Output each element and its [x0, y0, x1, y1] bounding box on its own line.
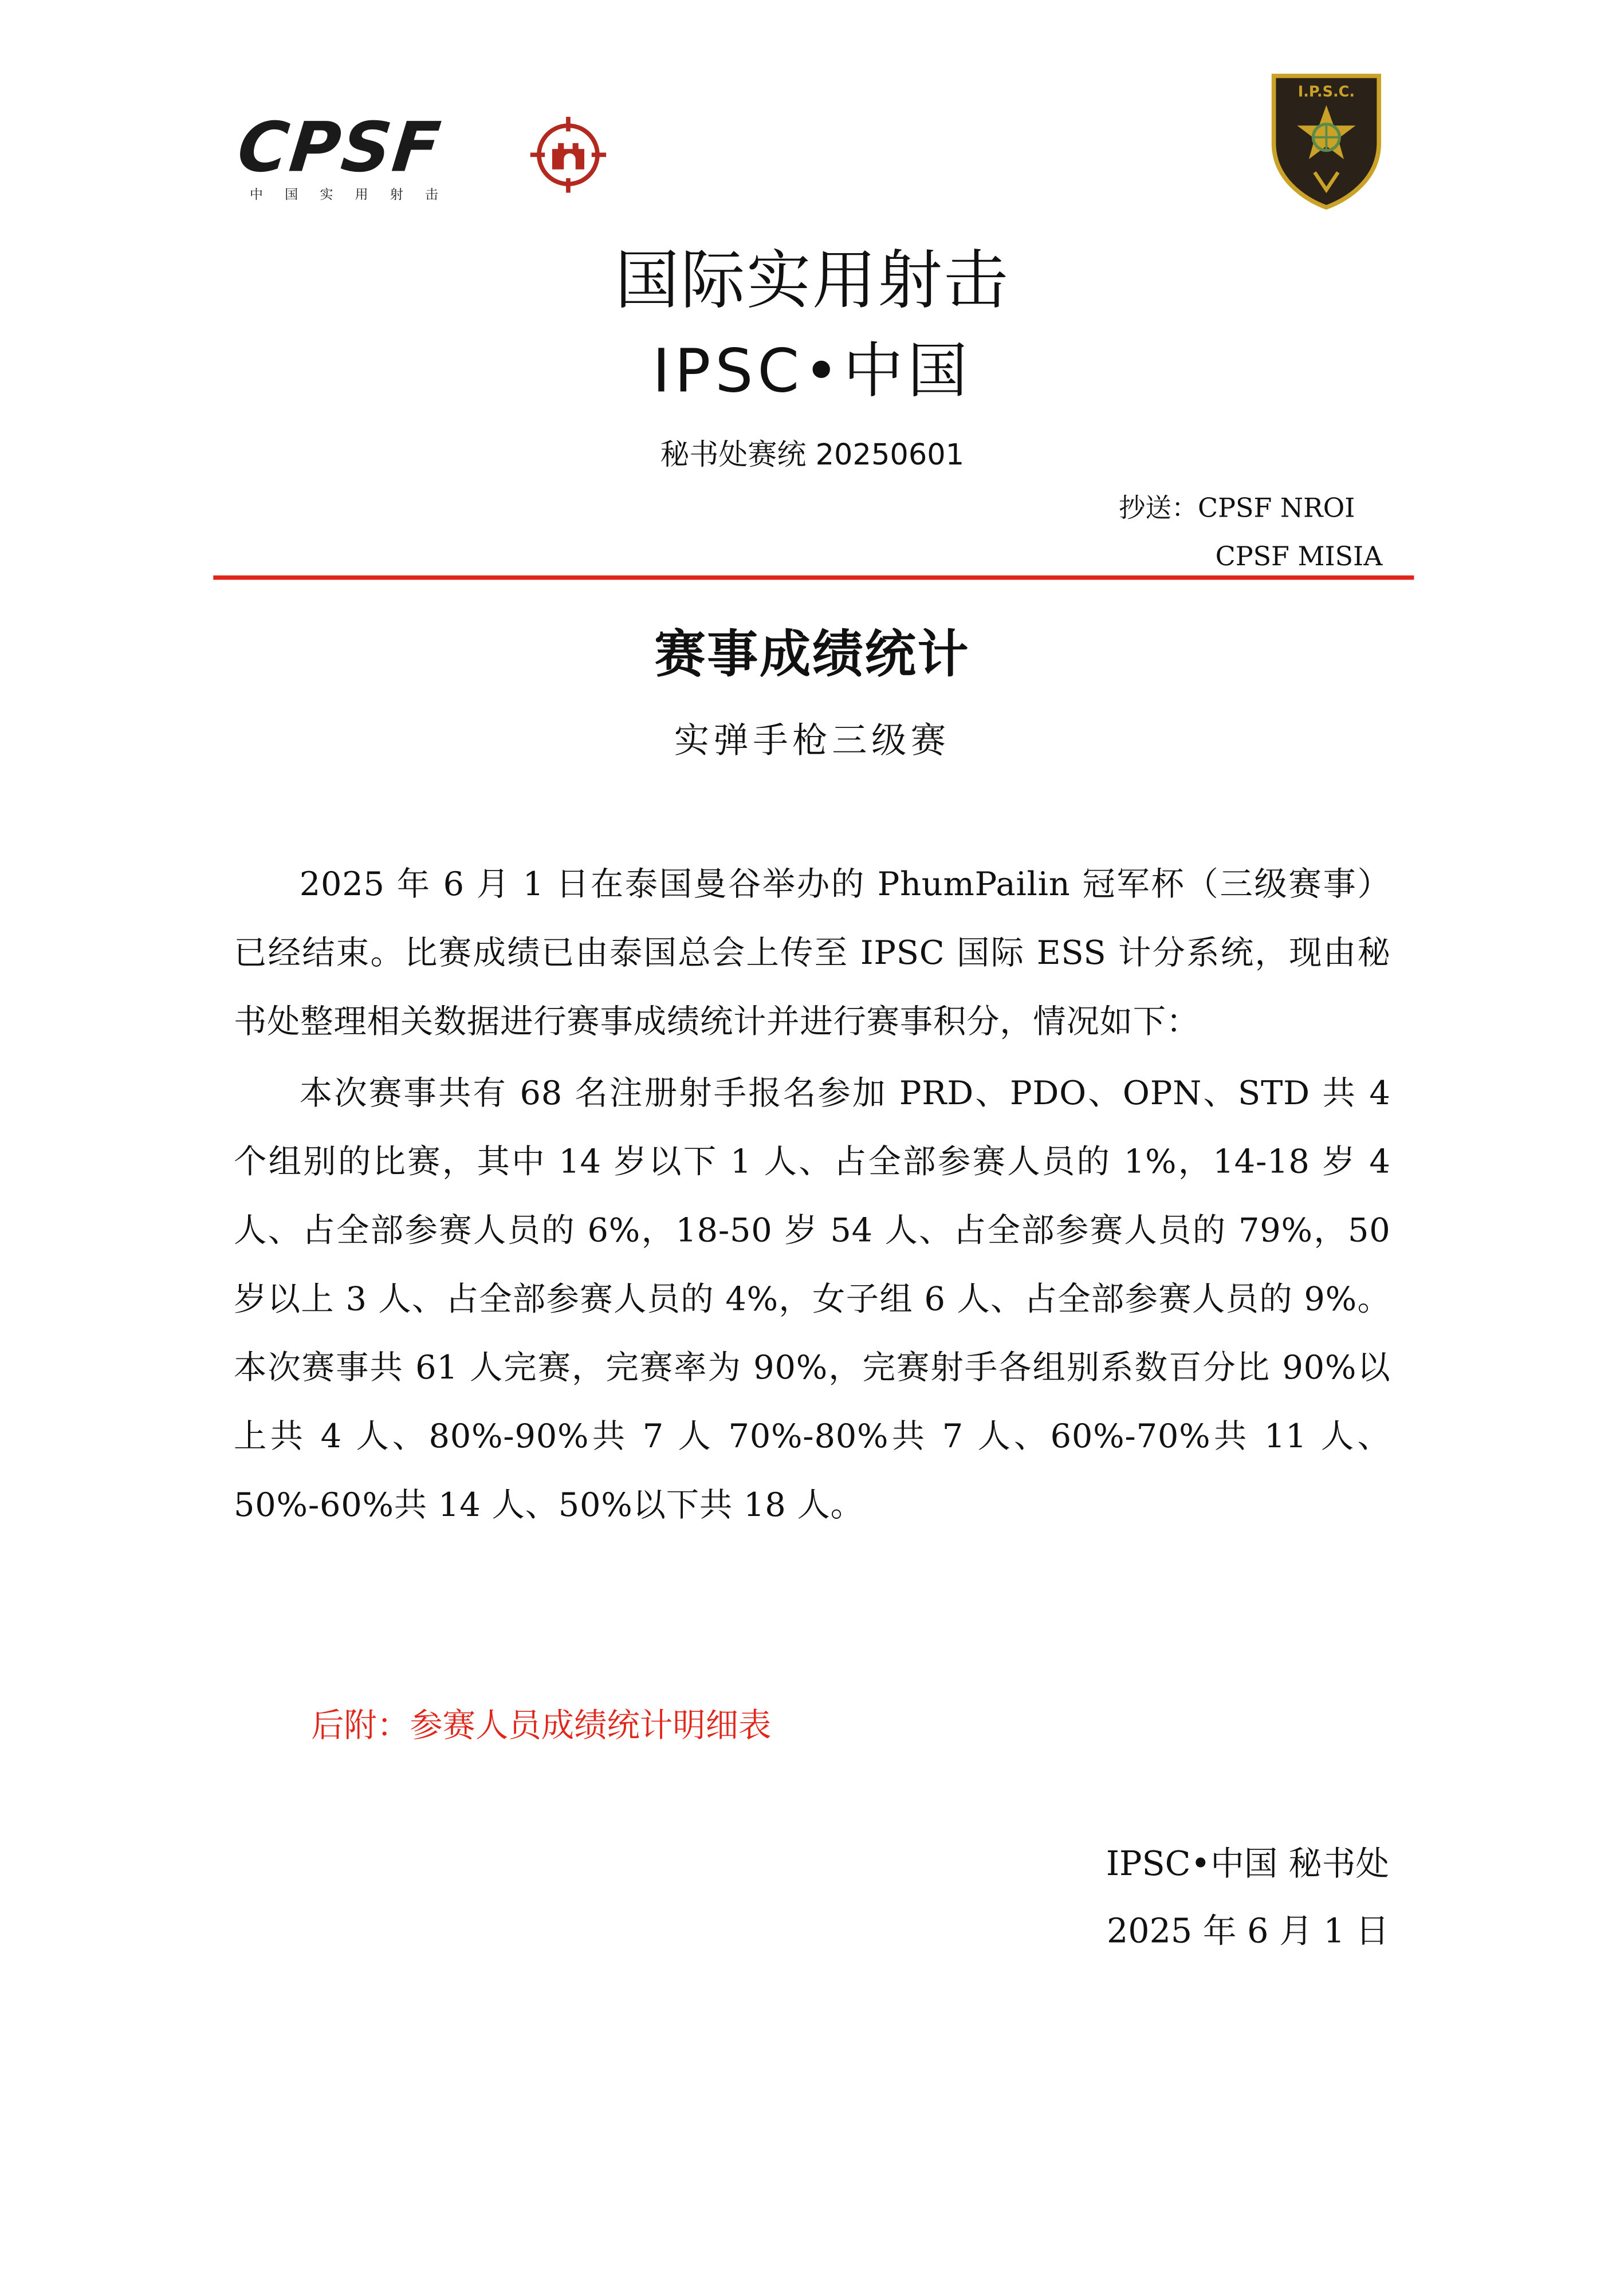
document-title: 赛事成绩统计 [654, 626, 970, 685]
ipsc-emblem-letters: I.P.S.C. [1297, 83, 1355, 101]
attachment-note: 后附：参赛人员成绩统计明细表 [311, 1707, 772, 1746]
cpsf-logo-subtitle: 中国实用射击 [250, 188, 461, 203]
signature-date: 2025 年 6 月 1 日 [1106, 1913, 1390, 1951]
cpsf-logo [234, 108, 626, 210]
cc-line: 抄送：CPSF NROI [1119, 493, 1355, 525]
body-paragraph: 2025 年 6 月 1 日在泰国曼谷举办的 PhumPailin 冠军杯（三级赛事）已经结束。比赛成绩已由泰国总会上传至 IPSC 国际 ESS 计分系统，现由秘书处整理相关数据进行赛事成绩统计并进行赛事积分，情况如下： [234, 866, 1391, 1042]
document-number: 秘书处赛统 20250601 [660, 436, 965, 472]
cpsf-logo-text: CPSF [234, 108, 446, 188]
cc-block [1119, 485, 1382, 581]
red-divider [213, 576, 1414, 580]
signature-block [1106, 1832, 1389, 1966]
target-tower-icon [530, 117, 607, 193]
document-subtitle: 实弹手枪三级赛 [674, 720, 950, 761]
org-title: IPSC•中国 [652, 336, 972, 406]
main-title: 国际实用射击 [615, 243, 1010, 318]
cc-line: CPSF MISIA [1215, 542, 1383, 573]
ipsc-emblem [1268, 70, 1385, 210]
body-text [234, 852, 1391, 1541]
body-paragraph: 本次赛事共有 68 名注册射手报名参加 PRD、PDO、OPN、STD 共 4 个组别的比赛，其中 14 岁以下 1 人、占全部参赛人员的 1%，14-18 岁 4 人、占全部参赛人员的 6%，18-50 岁 54 人、占全部参赛人员的 79%，50 岁以上 3 人、占全部参赛人员的 4%，女子组 6 人、占全部参赛人员的 9%。本次赛事共 61 人完赛，完赛率为 90%，完赛射手各组别系数百分比 90%以上共 4 人、80%-90%共 7 人 70%-80%共 7 人、60%-70%共 11 人、50%-60%共 14 人、50%以下共 18 人。 [234, 1074, 1391, 1525]
ipsc-shield-icon [1268, 70, 1385, 210]
signature-org: IPSC•中国 秘书处 [1106, 1846, 1390, 1884]
